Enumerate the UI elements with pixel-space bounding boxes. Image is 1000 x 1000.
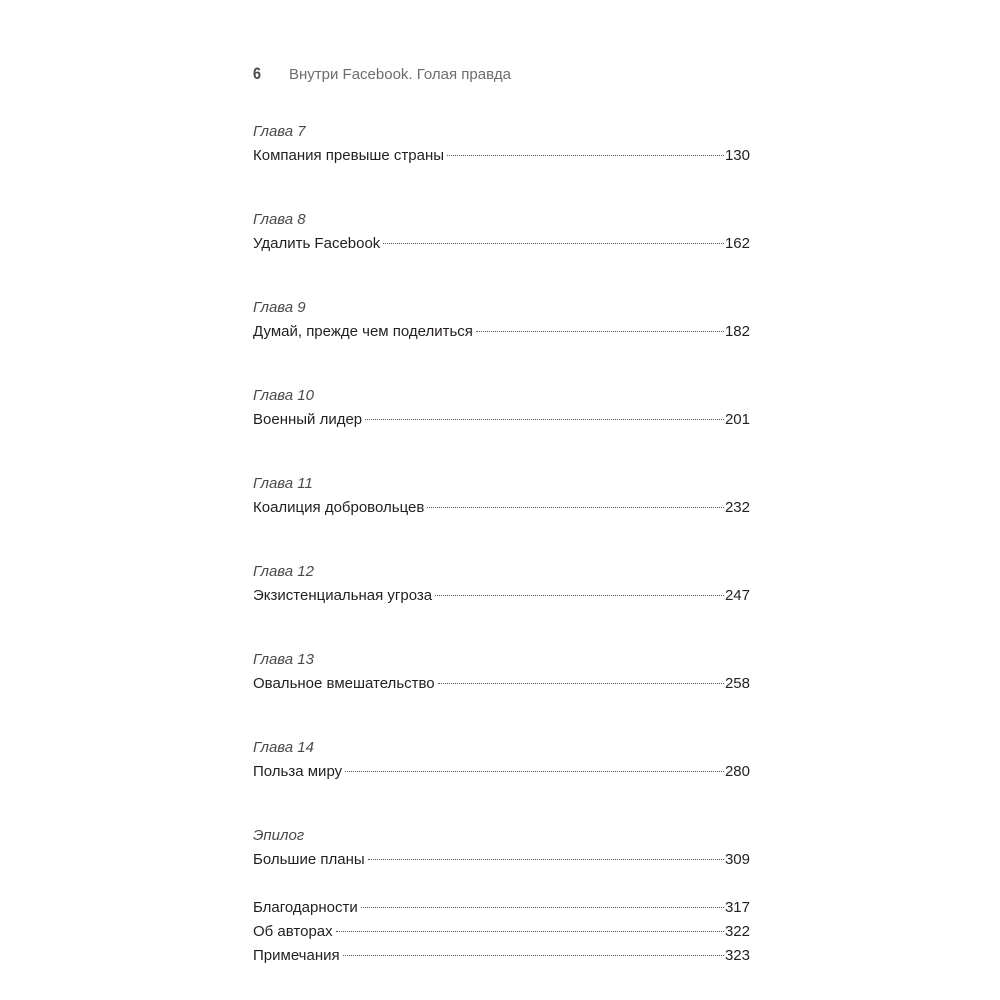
chapter-title: Удалить Facebook [253, 235, 381, 252]
page-ref: 322 [724, 923, 750, 940]
toc-entry-notes [253, 944, 750, 968]
chapter-title: Военный лидер [253, 411, 363, 428]
toc-line [253, 496, 750, 520]
chapter-title: Польза миру [253, 763, 343, 780]
dot-leader [336, 931, 724, 932]
toc-line [253, 848, 750, 872]
toc-entry-chapter-13 [253, 648, 750, 696]
page-number: 6 [253, 64, 262, 83]
chapter-label: Глава 9 [253, 299, 306, 316]
table-of-contents [253, 120, 750, 968]
chapter-title: Компания превыше страны [253, 147, 445, 164]
toc-entry-chapter-11 [253, 472, 750, 520]
page-ref: 201 [724, 411, 750, 428]
page-ref: 280 [724, 763, 750, 780]
chapter-title: Овальное вмешательство [253, 675, 435, 692]
page-ref: 317 [724, 899, 750, 916]
toc-line [253, 320, 750, 344]
toc-line [253, 760, 750, 784]
toc-line [253, 144, 750, 168]
chapter-label: Эпилог [253, 827, 305, 844]
back-matter-title: Об авторах [253, 923, 333, 940]
dot-leader [447, 155, 724, 156]
toc-entry-epilogue [253, 824, 750, 872]
dot-leader [476, 331, 724, 332]
chapter-title: Думай, прежде чем поделиться [253, 323, 473, 340]
chapter-title: Коалиция добровольцев [253, 499, 425, 516]
page-ref: 247 [724, 587, 750, 604]
page-ref: 130 [724, 147, 750, 164]
chapter-label: Глава 12 [253, 563, 314, 580]
toc-entry-chapter-10 [253, 384, 750, 432]
dot-leader [365, 419, 724, 420]
chapter-label: Глава 11 [253, 475, 313, 492]
chapter-label: Глава 10 [253, 387, 314, 404]
toc-line [253, 408, 750, 432]
page-ref: 232 [724, 499, 750, 516]
dot-leader [427, 507, 724, 508]
chapter-label: Глава 7 [253, 123, 306, 140]
toc-entry-chapter-12 [253, 560, 750, 608]
toc-entry-chapter-14 [253, 736, 750, 784]
chapter-title: Экзистенциальная угроза [253, 587, 433, 604]
chapter-title: Большие планы [253, 851, 365, 868]
page-ref: 323 [724, 947, 750, 964]
toc-entry-chapter-7 [253, 120, 750, 168]
page-ref: 162 [724, 235, 750, 252]
dot-leader [368, 859, 724, 860]
page-ref: 182 [724, 323, 750, 340]
chapter-label: Глава 14 [253, 739, 314, 756]
toc-entry-about-authors [253, 920, 750, 944]
dot-leader [361, 907, 724, 908]
back-matter-title: Благодарности [253, 899, 358, 916]
toc-line [253, 584, 750, 608]
dot-leader [435, 595, 724, 596]
toc-entry-chapter-9 [253, 296, 750, 344]
toc-entry-acknowledgements [253, 896, 750, 920]
running-head [253, 64, 511, 84]
dot-leader [345, 771, 724, 772]
chapter-label: Глава 13 [253, 651, 314, 668]
page-ref: 309 [724, 851, 750, 868]
page-ref: 258 [724, 675, 750, 692]
dot-leader [383, 243, 724, 244]
chapter-label: Глава 8 [253, 211, 306, 228]
toc-entry-chapter-8 [253, 208, 750, 256]
dot-leader [343, 955, 724, 956]
toc-line [253, 672, 750, 696]
toc-line [253, 232, 750, 256]
back-matter-title: Примечания [253, 947, 340, 964]
dot-leader [438, 683, 724, 684]
running-title: Внутри Facebook. Голая правда [289, 66, 511, 83]
